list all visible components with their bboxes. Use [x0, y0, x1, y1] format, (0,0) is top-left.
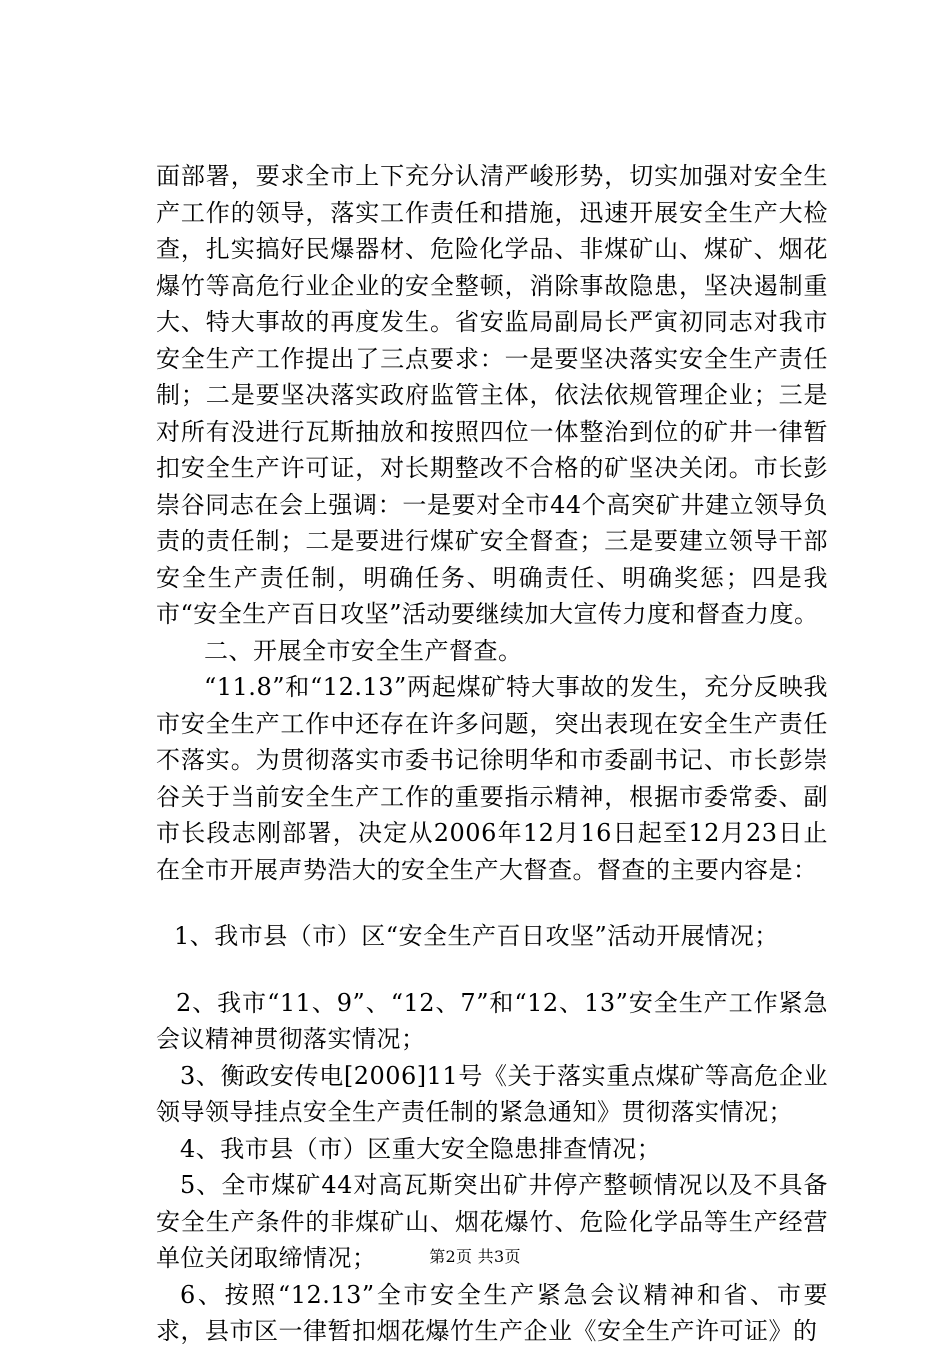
section-heading: 二、开展全市安全生产督查。	[204, 636, 523, 665]
list-item: 5、全市煤矿44对高瓦斯突出矿井停产整顿情况以及不具备安全生产条件的非煤矿山、烟花爆竹、危险化学品等生产经营单位关闭取缔情况；	[156, 1171, 828, 1272]
intro-paragraph: 面部署，要求全市上下充分认清严峻形势，切实加强对安全生产工作的领导，落实工作责任和措施，迅速开展安全生产大检查，扎实搞好民爆器材、危险化学品、非煤矿山、煤矿、烟花爆竹等高危行业企业的安全整顿，消除事故隐患，坚决遏制重大、特大事故的再度发生。省安监局副局长严寅初同志对我市安全生产工作提出了三点要求：一是要坚决落实安全生产责任制；二是要坚决落实政府监管主体，依法依规管理企业；三是对所有没进行瓦斯抽放和按照四位一体整治到位的矿井一律暂扣安全生产许可证，对长期整改不合格的矿坚决关闭。市长彭崇谷同志在会上强调：一是要对全市44个高突矿井建立领导负责的责任制；二是要进行煤矿安全督查；三是要建立领导干部安全生产责任制，明确任务、明确责任、明确奖惩；四是我市“安全生产百日攻坚”活动要继续加大宣传力度和督查力度。	[156, 162, 828, 628]
list-item: 4、我市县（市）区重大安全隐患排查情况；	[180, 1134, 662, 1163]
list-item: 1、我市县（市）区“安全生产百日攻坚”活动开展情况；	[174, 922, 779, 950]
document-body	[156, 158, 828, 1350]
page-footer: 第2页 共3页	[429, 1247, 521, 1266]
list-item: 3、衡政安传电[2006]11号《关于落实重点煤矿等高危企业领导领导挂点安全生产责任制的紧急通知》贯彻落实情况；	[156, 1061, 828, 1126]
list-item: 2、我市“11、9”、“12、7”和“12、13”安全生产工作紧急会议精神贯彻落实情况；	[156, 988, 828, 1053]
list-item: 6、按照“12.13”全市安全生产紧急会议精神和省、市要求，县市区一律暂扣烟花爆竹生产企业《安全生产许可证》的	[156, 1280, 828, 1345]
section-body-paragraph: “11.8”和“12.13”两起煤矿特大事故的发生，充分反映我市安全生产工作中还存在许多问题，突出表现在安全生产责任不落实。为贯彻落实市委书记徐明华和市委副书记、市长彭崇谷关于当前安全生产工作的重要指示精神，根据市委常委、副市长段志刚部署，决定从2006年12月16日起至12月23日止在全市开展声势浩大的安全生产大督查。督查的主要内容是：	[156, 673, 828, 884]
